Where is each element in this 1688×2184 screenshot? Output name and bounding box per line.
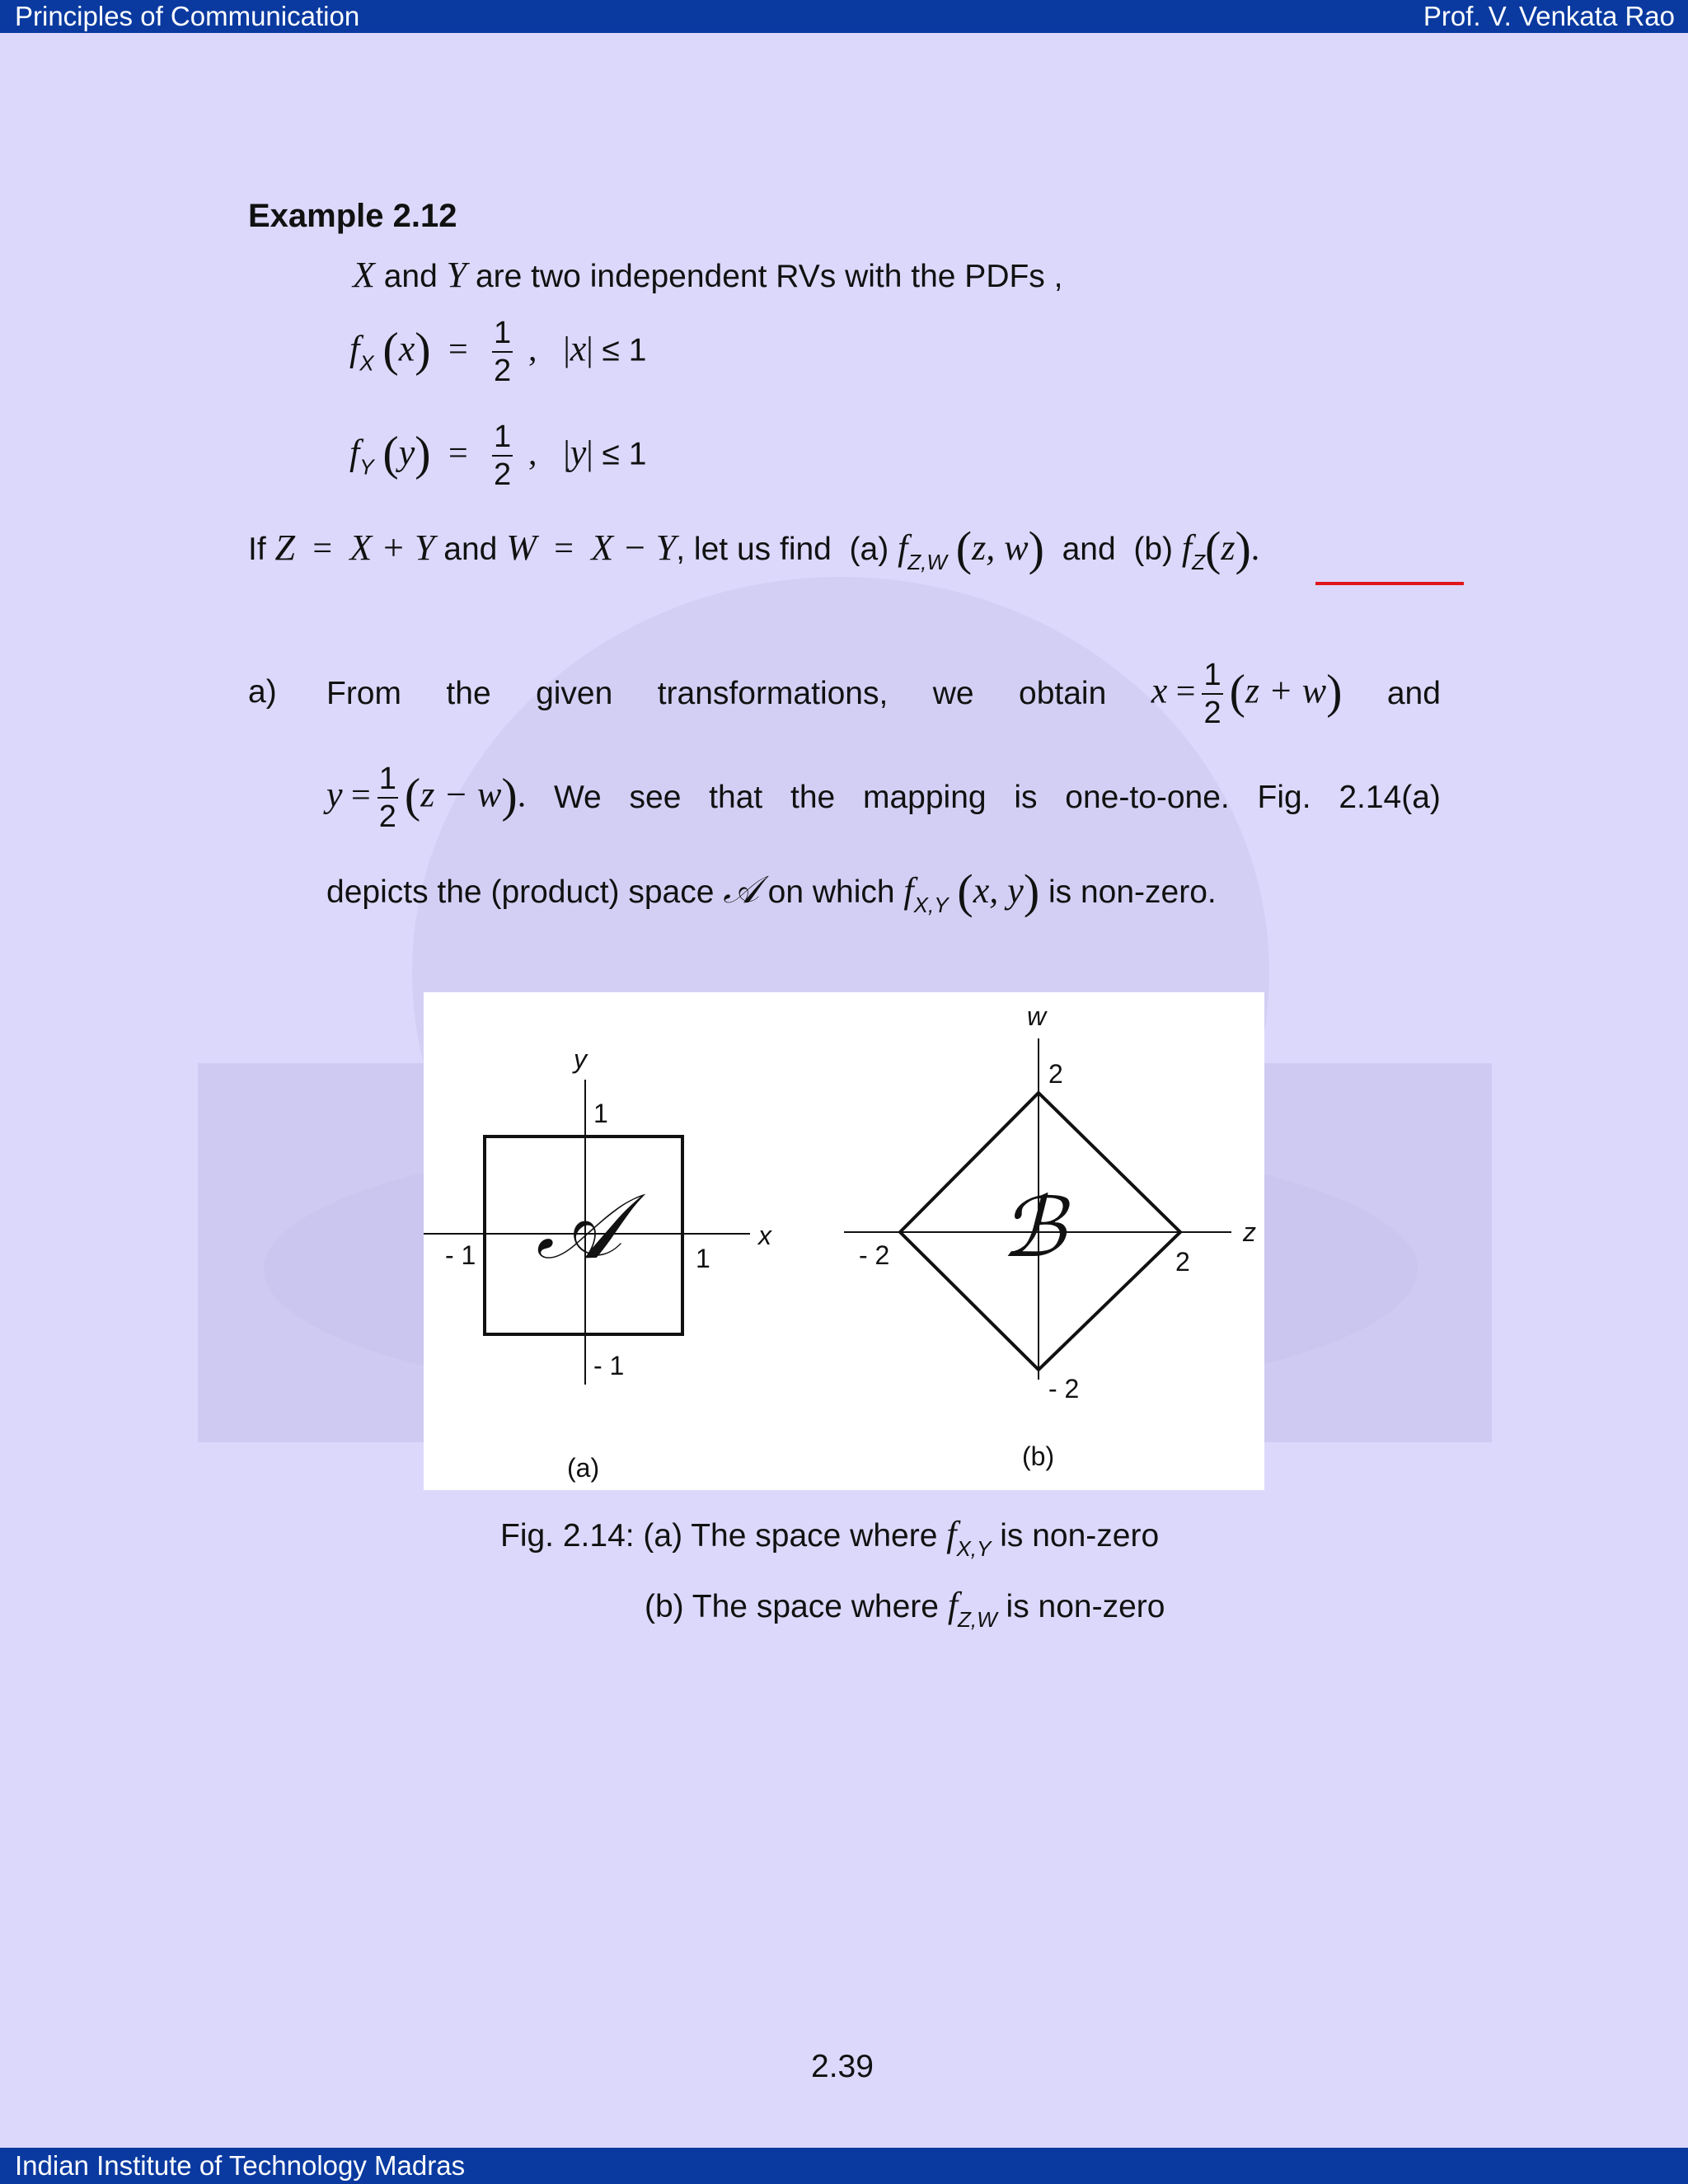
fraction: $\frac{1}{2}$ (493, 316, 512, 388)
solution-line-1 (326, 656, 1441, 732)
subscript: Y (359, 454, 374, 480)
solution-label: a) (248, 674, 277, 710)
part-b-label: (b) (1133, 532, 1174, 567)
intro-text: are two independent RVs with the PDFs , (475, 259, 1063, 294)
tick-b-left: - 2 (859, 1240, 890, 1270)
condition: ≤ 1 (602, 436, 647, 472)
pdf-y-equation: $f_Y$ (y) = $\frac{1}{2}$ , |y| ≤ 1 (349, 419, 647, 492)
f-symbol: f (349, 432, 360, 473)
page-number: 2.39 (811, 2049, 874, 2084)
tick-a-top: 1 (593, 1099, 608, 1128)
footer-bar (0, 2148, 1688, 2184)
example-title: Example 2.12 (248, 198, 457, 234)
text: is non-zero (1006, 1589, 1165, 1624)
tick-b-bottom: - 2 (1048, 1374, 1080, 1404)
w-axis-label: w (1027, 1001, 1047, 1031)
tick-a-left: - 1 (445, 1240, 476, 1270)
word: the (790, 780, 836, 815)
word-and: and (383, 259, 438, 294)
word: and (1386, 676, 1441, 711)
figure-2-14 (424, 992, 1264, 1490)
problem-statement: If Z = X + Y and W = X − Y, let us find (a) $f_{Z,W}$ (z, w) and (b) $f_Z(z)$. (248, 522, 1260, 575)
space-symbol: 𝒜 (723, 869, 759, 911)
word: the (446, 676, 491, 711)
word-and: and (443, 532, 498, 567)
region-a-label: 𝒜 (536, 1177, 622, 1277)
argument: y (398, 432, 415, 473)
var-z: Z (274, 527, 295, 568)
find-text: , let us find (676, 532, 832, 567)
y-expression: y = $\frac{1}{2}$ (z − w). (326, 762, 527, 834)
text: is non-zero (1000, 1518, 1160, 1554)
word: see (629, 780, 682, 815)
word: given (536, 676, 613, 711)
arguments: x, y (973, 870, 1024, 911)
f-symbol: f (349, 328, 360, 369)
solution-line-2 (326, 760, 1441, 836)
tick-b-top: 2 (1048, 1059, 1063, 1089)
figure-caption-line-2: (b) The space where $f_{Z,W}$ is non-zero (645, 1585, 1165, 1632)
word: mapping (862, 780, 987, 815)
text: is non-zero. (1048, 874, 1217, 910)
institution-name: Indian Institute of Technology Madras (15, 2150, 466, 2181)
figure-svg (424, 992, 1264, 1490)
course-title: Principles of Communication (15, 1, 360, 31)
red-underline (1315, 582, 1464, 585)
word: From (326, 676, 401, 711)
text: depicts the (product) space (326, 874, 715, 910)
x-axis-label: x (758, 1221, 771, 1250)
word: we (932, 676, 974, 711)
arguments: z, w (972, 527, 1029, 568)
var-w: W (506, 527, 537, 568)
subscript: X (359, 350, 374, 376)
var-x: X (353, 255, 375, 295)
tick-b-right: 2 (1175, 1247, 1190, 1277)
word: We (553, 780, 602, 815)
var-y: Y (446, 255, 467, 295)
tick-a-bottom: - 1 (593, 1351, 625, 1380)
word-if: If (248, 532, 266, 567)
figure-caption-line-1: Fig. 2.14: (a) The space where $f_{X,Y}$ is non-zero (500, 1514, 1160, 1561)
subscript: Z (1192, 550, 1205, 574)
abs-var: x (570, 328, 587, 369)
subscript: X,Y (956, 1536, 992, 1561)
pdf-x-equation: $f_X$ (x) = $\frac{1}{2}$ , |x| ≤ 1 (349, 316, 647, 388)
z-axis-label: z (1243, 1217, 1256, 1247)
z-definition: X + Y (349, 527, 435, 568)
solution-line-3: depicts the (product) space 𝒜 on which $f_{X,Y}$ (x, y) is non-zero. (326, 865, 1217, 918)
text: on which (767, 874, 895, 910)
fraction: $\frac{1}{2}$ (493, 419, 512, 492)
word-and: and (1062, 532, 1116, 567)
x-expression: x = $\frac{1}{2}$ (z + w) (1151, 658, 1343, 730)
word: obtain (1019, 676, 1107, 711)
panel-a-caption: (a) (567, 1453, 600, 1483)
word: one-to-one. (1065, 780, 1230, 815)
intro-line (353, 254, 1062, 296)
word: is (1014, 780, 1038, 815)
abs-var: y (570, 432, 587, 473)
subscript: Z,W (958, 1607, 997, 1632)
word: that (709, 780, 763, 815)
condition: ≤ 1 (602, 332, 647, 368)
subscript: X,Y (913, 893, 949, 917)
text: (b) The space where (645, 1589, 939, 1624)
y-axis-label: y (574, 1044, 587, 1074)
author-name: Prof. V. Venkata Rao (1423, 1, 1675, 31)
word: Fig. (1257, 780, 1311, 815)
argument: z (1221, 527, 1236, 568)
word: transformations, (657, 676, 889, 711)
argument: x (398, 328, 415, 369)
w-definition: X − Y (591, 527, 677, 568)
word: 2.14(a) (1339, 780, 1441, 815)
subscript: Z,W (907, 550, 947, 574)
text: Fig. 2.14: (a) The space where (500, 1518, 938, 1554)
part-a-label: (a) (849, 532, 889, 567)
header-bar (0, 0, 1688, 33)
panel-b-caption: (b) (1022, 1441, 1055, 1471)
tick-a-right: 1 (696, 1244, 710, 1273)
region-b-label: ℬ (1001, 1183, 1066, 1274)
